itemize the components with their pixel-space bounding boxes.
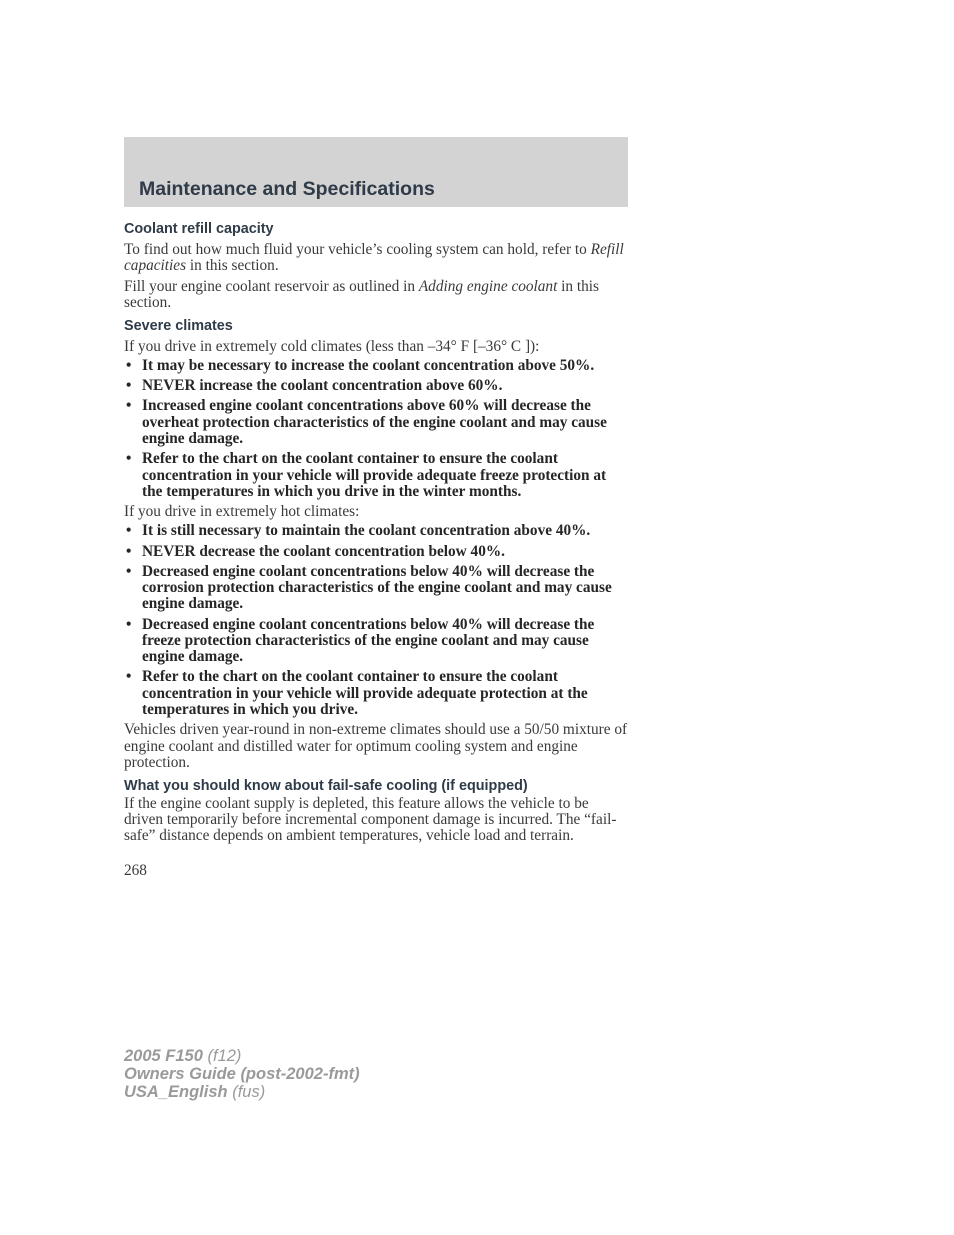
bullet-icon: • — [126, 522, 132, 540]
footer-line-guide: Owners Guide (post-2002-fmt) — [124, 1065, 360, 1084]
link-adding-engine-coolant: Adding engine coolant — [418, 277, 558, 295]
paragraph-hot-intro: If you drive in extremely hot climates: — [124, 503, 360, 521]
bullet-icon: • — [126, 542, 132, 560]
bullet-icon: • — [126, 450, 132, 468]
heading-severe-climates: Severe climates — [124, 317, 233, 334]
section-header-band — [124, 137, 628, 207]
paragraph-non-extreme: Vehicles driven year-round in non-extreme climates should use a 50/50 mixture of engine coolant and distilled water for optimum cooling system and engine protection. — [124, 721, 628, 772]
document-footer — [124, 1047, 360, 1102]
list-item: • Decreased engine coolant concentrations below 40% will decrease the freeze protection characteristics of the engine coolant and may cause engine damage. — [126, 615, 595, 666]
hot-climate-bullet-list — [124, 523, 628, 718]
bullet-icon: • — [126, 562, 132, 580]
bullet-icon: • — [126, 668, 132, 686]
page-content — [124, 221, 628, 879]
paragraph-refill-capacity: To find out how much fluid your vehicle’s cooling system can hold, refer to Refill capacities in this section. — [124, 241, 624, 275]
page-number: 268 — [124, 861, 147, 879]
list-item: • Refer to the chart on the coolant container to ensure the coolant concentration in your vehicle will provide adequate protection at the temperatures in which you drive. — [126, 668, 588, 719]
paragraph-fill-reservoir: Fill your engine coolant reservoir as outlined in Adding engine coolant in this section. — [124, 277, 599, 312]
list-item: • Refer to the chart on the coolant container to ensure the coolant concentration in your vehicle will provide adequate freeze protection at the temperatures in which you drive in the winter months. — [126, 450, 607, 500]
paragraph-cold-intro: If you drive in extremely cold climates (less than –34° F [–36° C ]): — [124, 337, 540, 355]
bullet-icon: • — [126, 357, 132, 375]
section-title: Maintenance and Specifications — [139, 178, 435, 200]
list-item: • Decreased engine coolant concentrations below 40% will decrease the corrosion protection characteristics of the engine coolant and may cause engine damage. — [126, 562, 612, 613]
list-item: • NEVER increase the coolant concentration above 60%. — [126, 377, 503, 395]
bullet-icon: • — [126, 397, 132, 415]
heading-fail-safe-cooling: What you should know about fail-safe cooling (if equipped) — [124, 777, 528, 794]
list-item: • It may be necessary to increase the coolant concentration above 50%. — [126, 357, 595, 375]
cold-climate-bullet-list — [124, 358, 628, 500]
list-item: • NEVER decrease the coolant concentration below 40%. — [126, 542, 505, 560]
bullet-icon: • — [126, 377, 132, 395]
link-refill-capacities: Refill capacities — [124, 241, 624, 275]
list-item: • It is still necessary to maintain the coolant concentration above 40%. — [126, 522, 591, 540]
heading-coolant-refill-capacity: Coolant refill capacity — [124, 221, 274, 237]
paragraph-fail-safe: If the engine coolant supply is depleted, this feature allows the vehicle to be driven temporarily before incremental component damage is incurred. The “fail-safe” distance depends on ambient temperatures, vehicle load and terrain. — [124, 794, 617, 845]
footer-line-language: USA_English (fus) — [124, 1083, 266, 1102]
footer-line-model: 2005 F150 (f12) — [124, 1047, 242, 1065]
list-item: • Increased engine coolant concentrations above 60% will decrease the overheat protection characteristics of the engine coolant and may cause engine damage. — [126, 397, 607, 448]
bullet-icon: • — [126, 615, 132, 633]
